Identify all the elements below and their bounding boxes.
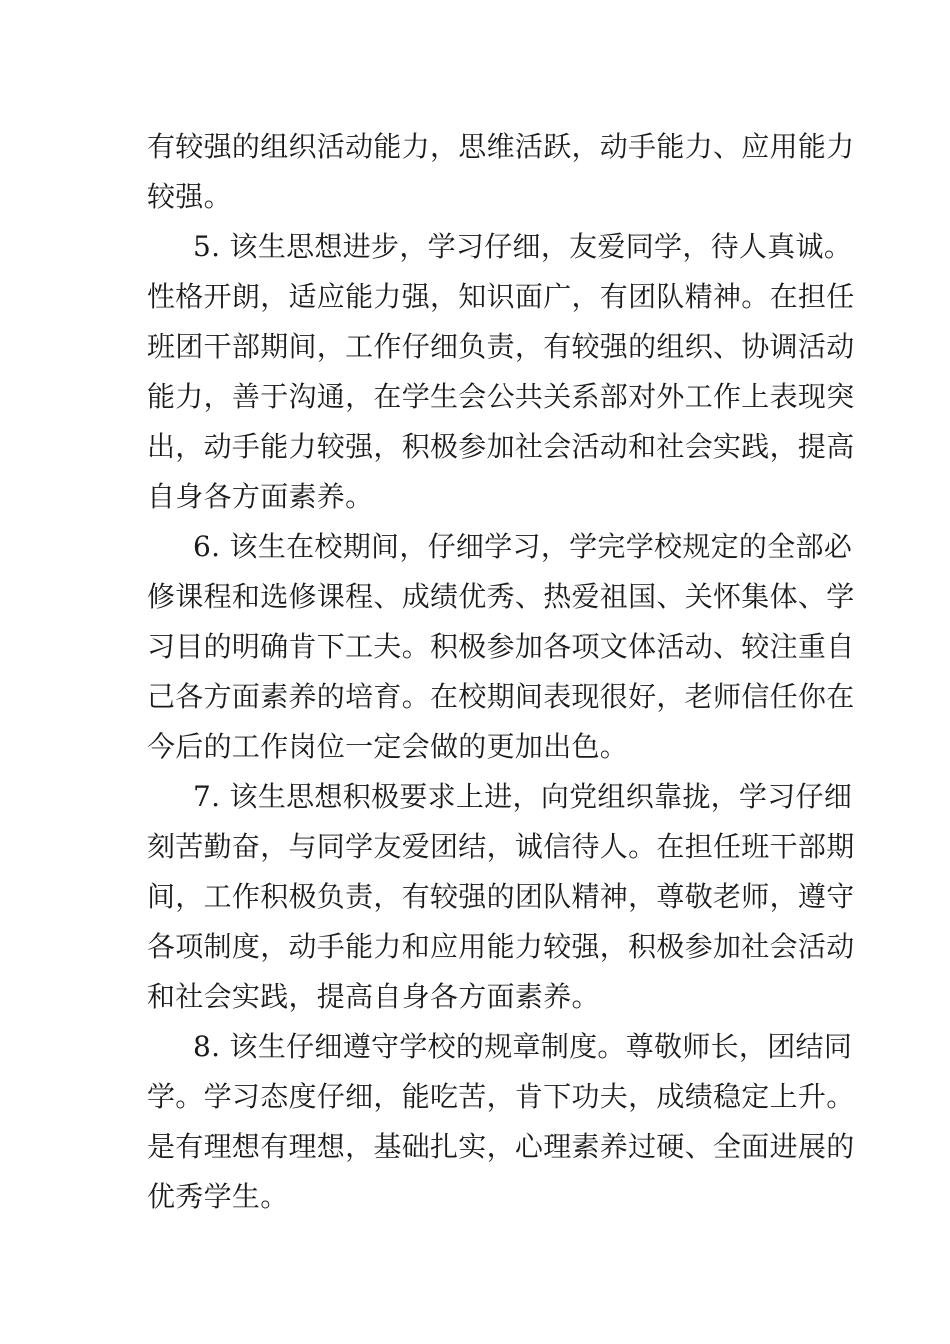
text-line: 班团干部期间，工作仔细负责，有较强的组织、协调活动 [147,330,855,363]
text-line: 优秀学生。 [147,1180,289,1213]
paragraph-8-start: 8. 该生仔细遵守学校的规章制度。尊敬师长，团结同 [193,1030,853,1063]
text-line: 较强。 [147,180,232,213]
text-line: 刻苦勤奋，与同学友爱团结，诚信待人。在担任班干部期 [147,830,855,863]
text-line: 修课程和选修课程、成绩优秀、热爱祖国、关怀集体、学 [147,580,855,613]
text-line: 性格开朗，适应能力强，知识面广，有团队精神。在担任 [147,280,855,313]
text-line: 习目的明确肯下工夫。积极参加各项文体活动、较注重自 [147,630,855,663]
paragraph-6-start: 6. 该生在校期间，仔细学习，学完学校规定的全部必 [193,530,853,563]
text-line: 和社会实践，提高自身各方面素养。 [147,980,600,1013]
paragraph-5-start: 5. 该生思想进步，学习仔细，友爱同学，待人真诚。 [193,230,853,263]
text-line: 能力，善于沟通，在学生会公共关系部对外工作上表现突 [147,380,855,413]
text-line: 出，动手能力较强，积极参加社会活动和社会实践，提高 [147,430,855,463]
text-line: 学。学习态度仔细，能吃苦，肯下功夫，成绩稳定上升。 [147,1080,855,1113]
text-line: 各项制度，动手能力和应用能力较强，积极参加社会活动 [147,930,855,963]
text-line: 自身各方面素养。 [147,480,374,513]
text-line: 今后的工作岗位一定会做的更加出色。 [147,730,629,763]
text-line: 间，工作积极负责，有较强的团队精神，尊敬老师，遵守 [147,880,855,913]
text-line: 是有理想有理想，基础扎实，心理素养过硬、全面进展的 [147,1130,855,1163]
text-line: 己各方面素养的培育。在校期间表现很好，老师信任你在 [147,680,855,713]
paragraph-7-start: 7. 该生思想积极要求上进，向党组织靠拢，学习仔细 [193,780,853,813]
text-line: 有较强的组织活动能力，思维活跃，动手能力、应用能力 [147,130,855,163]
